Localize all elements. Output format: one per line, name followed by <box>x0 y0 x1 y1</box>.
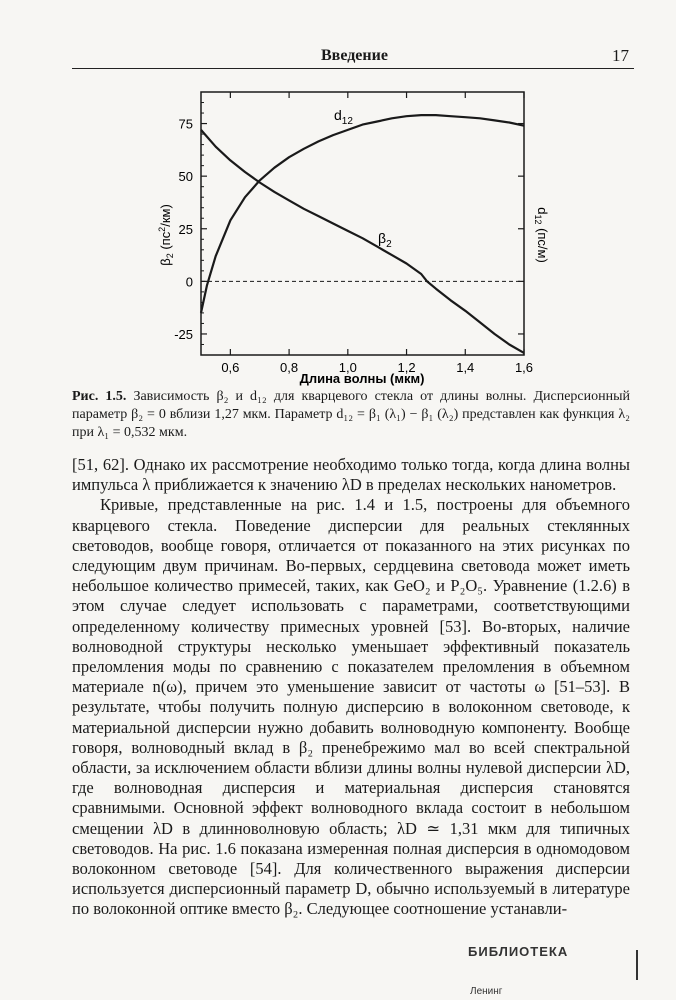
x-tick-label: 0,6 <box>221 360 240 375</box>
y-tick-label: 0 <box>185 274 193 290</box>
y-tick-label: 50 <box>178 169 193 185</box>
beta2-curve-label: $\beta_2$ <box>378 230 392 250</box>
plot-frame <box>201 92 524 355</box>
x-tick-label: 1,6 <box>514 360 534 375</box>
y-axis-label-left: $\beta_2$ $(пс^2/км)$ <box>157 204 175 266</box>
paragraph-1: [51, 62]. Однако их рассмотрение необходимо только тогда, когда длина волны импульса λ приближается к значению λD в пределах нескольких нанометров. <box>72 455 630 495</box>
running-header-title: Введение <box>321 47 388 64</box>
x-tick-label: 1,4 <box>456 360 475 375</box>
d12-curve <box>201 115 524 313</box>
page-number: 17 <box>612 46 629 65</box>
dispersion-figure <box>0 0 676 390</box>
x-tick-label: 0,8 <box>280 360 299 375</box>
caption-text: Зависимость β₂ и d₁₂ для кварцевого стекла от длины волны. Дисперсионный параметр β₂ = 0 вблизи 1,27 мкм. Параметр d₁₂ = β₁ (λ₁) − β₁ (λ₂) представлен как функция λ₂ при λ₁ = 0,532 мкм. <box>72 389 631 440</box>
page-edge-mark <box>636 950 638 980</box>
x-tick-label: 1,2 <box>397 360 416 375</box>
y-tick-label: -25 <box>174 326 193 342</box>
caption-label: Рис. 1.5. <box>72 389 127 404</box>
paragraph-2: Кривые, представленные на рис. 1.4 и 1.5, построены для объемного кварцевого стекла. Поведение дисперсии для реальных стеклянных световодов, вообще говоря, отличается от показанного на этих рисунках по следующим двум причинам. Во-первых, сердцевина световода может иметь небольшое количество примесей, таких, как GeO₂ и P₂O₅. Уравнение (1.2.6) в этом случае следует использовать с параметрами, соответствующими определенному количеству примесных уровней [53]. Во-вторых, наличие волноводной структуры несколько уменьшает эффективный показатель преломления моды по сравнению с показателем преломления в объемном материале n(ω), причем это уменьшение зависит от частоты ω [51–53]. В результате, чтобы получить полную дисперсию в волоконном световоде, к материальной дисперсии нужно добавить волноводную компоненту. Вообще говоря, волноводный вклад в β₂ пренебрежимо мал во всей спектральной области, за исключением области вблизи длины волны нулевой дисперсии λD, где волноводная дисперсия и материальная дисперсия становятся сравнимыми. Основной эффект волноводного вклада состоит в небольшом смещении λD в длинноволновую область; λD ≃ 1,31 мкм для типичных световодов. На рис. 1.6 показана измеренная полная дисперсия в одномодовом волоконном световоде [54]. Для количественного выражения дисперсии используется дисперсионный параметр D, обычно используемый в литературе по волоконной оптике вместо β₂. Следующее соотношение устанавли- <box>72 495 630 919</box>
body-text <box>72 455 630 920</box>
figure-caption <box>72 388 630 442</box>
y-tick-label: 25 <box>178 221 193 237</box>
library-stamp-subtext: Ленинг <box>470 986 503 997</box>
x-axis-label: Длина волны (мкм) <box>299 371 425 386</box>
y-axis-label-right: $d_{12}$ (пс/м) <box>533 207 550 263</box>
beta2-curve <box>201 130 524 353</box>
y-tick-label: 75 <box>178 116 193 132</box>
library-stamp-text: БИБЛИОТЕКА <box>468 944 569 959</box>
x-tick-label: 1,0 <box>338 360 357 375</box>
d12-curve-label: $d_{12}$ <box>334 107 353 127</box>
